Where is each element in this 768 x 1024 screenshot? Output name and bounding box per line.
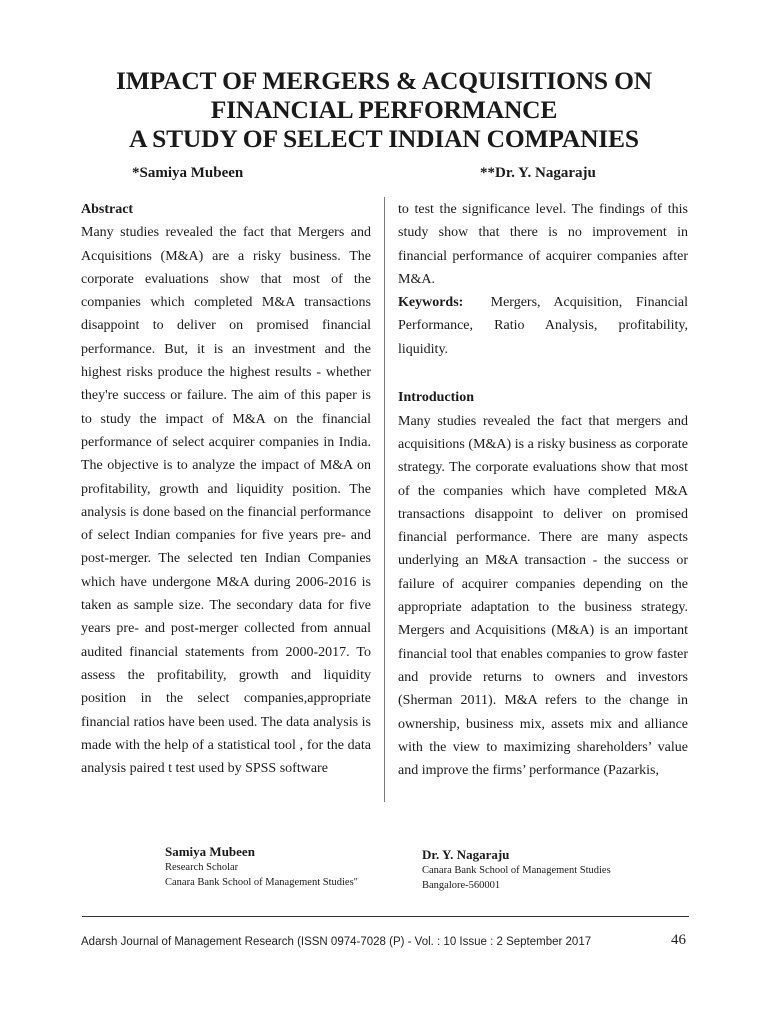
- left-column: [81, 198, 371, 780]
- footnote-1-role: Research Scholar: [165, 862, 239, 873]
- footnote-2-name: Dr. Y. Nagaraju: [422, 847, 510, 862]
- abstract-continuation: to test the significance level. The findings of this study show that there is no improvement in financial performance of acquirer companies after M&A.: [398, 202, 688, 287]
- abstract-heading: Abstract: [81, 202, 134, 217]
- title-line-2: FINANCIAL PERFORMANCE: [210, 95, 558, 124]
- section-spacer: [398, 361, 688, 384]
- title-line-3: A STUDY OF SELECT INDIAN COMPANIES: [129, 124, 639, 153]
- introduction-text: Many studies revealed the fact that mergers and acquisitions (M&A) is a risky business as corporate strategy. The corporate evaluations show that most of the companies which have completed M&A transactions disappoint to deliver on promised financial performance. There are many aspects underlying an M&A transaction - the success or failure of acquirer companies depending on the appropriate adaptation to the business strategy. Mergers and Acquisitions (M&A) is an important financial tool that enables companies to grow faster and provide returns to owners and investors (Sherman 2011). M&A refers to the change in ownership, business mix, assets mix and alliance with the view to maximizing shareholders’ value and improve the firms’ performance (Pazarkis,: [398, 413, 688, 779]
- keywords-text: Mergers, Acquisition, Financial Performance, Ratio Analysis, profitability, liquidity.: [398, 295, 688, 357]
- footnote-author-1: [165, 844, 358, 890]
- author-1: *Samiya Mubeen: [132, 165, 244, 181]
- introduction-heading: Introduction: [398, 390, 474, 406]
- title-line-1: IMPACT OF MERGERS & ACQUISITIONS ON: [116, 66, 652, 95]
- footnote-1-affiliation: Canara Bank School of Management Studies": [165, 877, 358, 888]
- footnote-2-city: Bangalore-560001: [422, 880, 501, 891]
- abstract-text: Many studies revealed the fact that Mergers and Acquisitions (M&A) are a risky business. The corporate evaluations show that most of the companies which completed M&A transactions disappoint to deliver on promised financial performance. But, it is an investment and the highest risks produce the highest results - whether they're success or failure. The aim of this paper is to study the impact of M&A on the financial performance of select acquirer companies in India. The objective is to analyze the impact of M&A on profitability, growth and liquidity position. The analysis is done based on the financial performance of select Indian companies for five years pre- and post-merger. The selected ten Indian Companies which have undergone M&A during 2006-2016 is taken as sample size. The secondary data for five years pre- and post-merger collected from annual audited financial statements from 2000-2017. To assess the profitability, growth and liquidity position in the select companies,appropriate financial ratios have been used. The data analysis is made with the help of a statistical tool , for the data analysis paired t test used by SPSS software: [81, 225, 371, 777]
- column-divider: [384, 197, 385, 802]
- footnote-author-2: [422, 847, 611, 893]
- keywords: [398, 291, 688, 361]
- right-column: [398, 198, 688, 782]
- footnote-2-affiliation: Canara Bank School of Management Studies: [422, 865, 611, 876]
- page-number: 46: [671, 932, 686, 948]
- journal-citation: Adarsh Journal of Management Research (ISSN 0974-7028 (P) - Vol. : 10 Issue : 2 September 2017: [81, 936, 592, 948]
- keywords-label: Keywords:: [398, 295, 464, 311]
- footer-rule: [82, 916, 689, 917]
- paper-title: [60, 66, 708, 153]
- footnote-1-name: Samiya Mubeen: [165, 844, 255, 859]
- author-2: **Dr. Y. Nagaraju: [480, 165, 596, 181]
